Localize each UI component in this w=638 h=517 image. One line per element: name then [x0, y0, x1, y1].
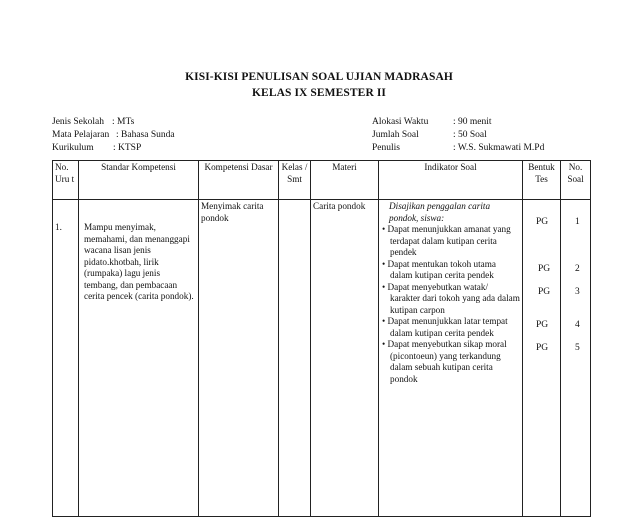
indikator-intro: Disajikan penggalan carita pondok, siswa: — [389, 201, 491, 223]
list-item: • Dapat menyebutkan watak/ karakter dari tokoh yang ada dalam kutipan carpon — [382, 281, 520, 315]
header-kelas: Kelas / Smt — [279, 161, 311, 200]
no-soal-2: 2 — [575, 264, 580, 274]
cell-materi: Carita pondok — [311, 200, 379, 517]
bentuk-tes-2: PG — [538, 264, 551, 274]
no-soal-4: 4 — [575, 320, 580, 330]
header-no: No. Uru t — [53, 161, 79, 200]
meta-label: Alokasi Waktu — [372, 117, 429, 127]
cell-standar: Mampu menyimak, memahami, dan menanggapi wacana lisan jenis pidato.khotbah, lirik (rumpaka) lagu jenis tembang, dan pembacaan cerita pencek (carita pondok). — [79, 200, 199, 517]
bentuk-tes-3: PG — [538, 287, 551, 297]
no-soal-1: 1 — [575, 217, 580, 227]
meta-value: : 90 menit — [453, 117, 492, 127]
no-soal-5: 5 — [575, 343, 580, 353]
header-nosoal: No. Soal — [561, 161, 591, 200]
meta-value: : KTSP — [113, 143, 142, 153]
cell-bentuk — [523, 200, 561, 517]
no-soal-3: 3 — [575, 287, 580, 297]
cell-no: 1. — [53, 200, 79, 517]
cell-kelas — [279, 200, 311, 517]
cell-nosoal — [561, 200, 591, 517]
meta-right — [372, 116, 592, 155]
meta-value: : Bahasa Sunda — [116, 130, 175, 140]
header-indikator: Indikator Soal — [379, 161, 523, 200]
document-title: KISI-KISI PENULISAN SOAL UJIAN MADRASAH — [185, 71, 453, 83]
header-kompetensi: Kompetensi Dasar — [199, 161, 279, 200]
bentuk-tes-4: PG — [536, 320, 549, 330]
meta-value: : MTs — [112, 117, 135, 127]
document-subtitle: KELAS IX SEMESTER II — [252, 87, 386, 99]
list-item: • Dapat menunjukkan latar tempat dalam kutipan cerita pendek — [382, 316, 508, 338]
cell-kompetensi: Menyimak carita pondok — [199, 200, 279, 517]
meta-label: Jenis Sekolah — [52, 117, 104, 127]
meta-label: Kurikulum — [52, 143, 94, 153]
table-row — [53, 200, 591, 517]
header-materi: Materi — [311, 161, 379, 200]
list-item: • Dapat mentukan tokoh utama dalam kutipan cerita pendek — [382, 258, 496, 280]
list-item: • Dapat menyebutkan sikap moral (picontoeun) yang terkandung dalam sebuah kutipan cerita pondok — [382, 339, 507, 384]
meta-value: : 50 Soal — [453, 130, 487, 140]
table-header-row — [53, 161, 591, 200]
cell-indikator — [379, 200, 523, 517]
meta-label: Penulis — [372, 143, 400, 153]
meta-value: : W.S. Sukmawati M.Pd — [453, 143, 545, 153]
kisi-kisi-table — [52, 160, 591, 517]
header-bentuk: Bentuk Tes — [523, 161, 561, 200]
bentuk-tes-5: PG — [536, 343, 549, 353]
meta-left — [52, 116, 252, 155]
bentuk-tes-1: PG — [536, 217, 549, 227]
meta-label: Mata Pelajaran — [52, 130, 110, 140]
header-standar: Standar Kompetensi — [79, 161, 199, 200]
list-item: • Dapat menunjukkan amanat yang terdapat dalam kutipan cerita pendek — [382, 224, 511, 257]
meta-label: Jumlah Soal — [372, 130, 419, 140]
